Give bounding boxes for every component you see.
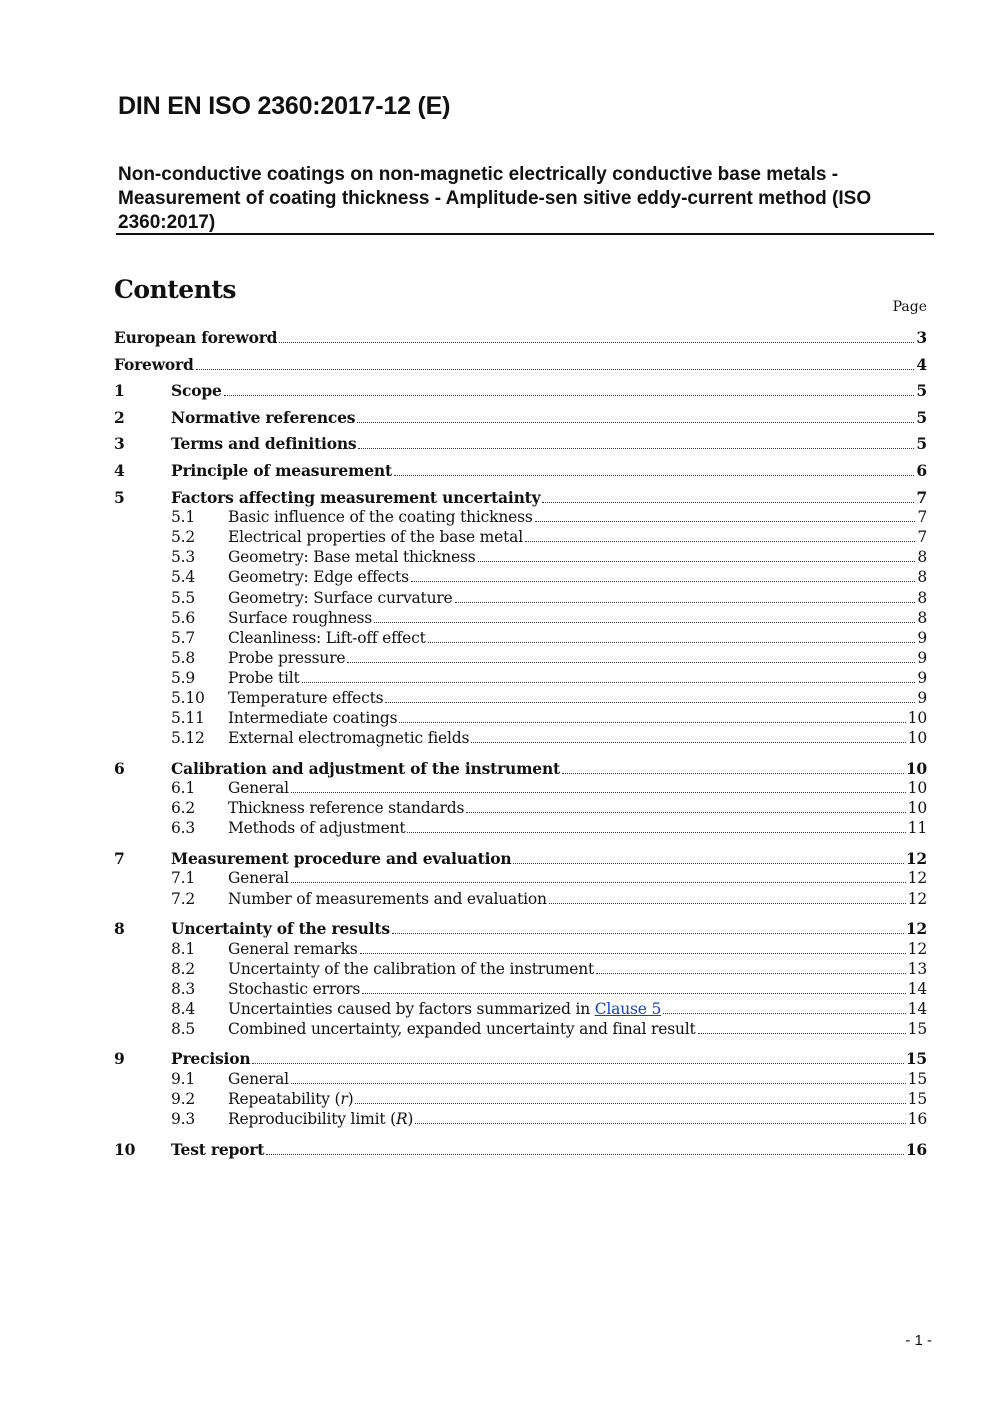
toc-entry[interactable] [114, 709, 927, 731]
toc-entry-page: 7 [917, 528, 927, 547]
toc-entry-page: 16 [907, 1110, 927, 1129]
toc-entry-number: 6.2 [171, 799, 196, 818]
toc-dot-leader [399, 711, 905, 723]
toc-entry-number: 7.1 [171, 869, 196, 888]
toc-entry[interactable] [114, 1090, 927, 1112]
toc-entry-number: 9.3 [171, 1110, 196, 1129]
toc-entry[interactable] [114, 1070, 927, 1092]
toc-dot-leader [471, 731, 905, 743]
toc-entry-page: 16 [905, 1139, 927, 1159]
toc-entry-title: Geometry: Edge effects [228, 568, 409, 587]
toc-dot-leader [663, 1002, 906, 1014]
toc-dot-leader [415, 1112, 905, 1124]
toc-entry[interactable] [114, 759, 927, 781]
toc-entry-title: General [228, 1069, 289, 1088]
toc-dot-leader [224, 384, 915, 396]
toc-entry-title: Test report [171, 1139, 265, 1159]
toc-entry-title: Scope [171, 381, 222, 401]
toc-entry[interactable] [114, 629, 927, 651]
toc-entry-page: 8 [917, 588, 927, 607]
toc-entry[interactable] [114, 408, 927, 430]
toc-entry-page: 15 [907, 1019, 927, 1038]
toc-entry-title: Measurement procedure and evaluation [171, 848, 512, 868]
toc-entry-title: Precision [171, 1049, 251, 1069]
toc-entry[interactable] [114, 609, 927, 631]
toc-entry-page: 8 [917, 568, 927, 587]
toc-dot-leader [596, 962, 906, 974]
toc-dot-leader [513, 852, 903, 864]
toc-entry[interactable] [114, 649, 927, 671]
toc-entry-page: 8 [917, 548, 927, 567]
toc-dot-leader [374, 611, 915, 623]
toc-dot-leader [466, 801, 905, 813]
toc-entry[interactable] [114, 434, 927, 456]
toc-entry[interactable] [114, 1000, 927, 1022]
toc-entry[interactable] [114, 461, 927, 483]
toc-entry[interactable] [114, 1020, 927, 1042]
toc-entry-title: Principle of measurement [171, 461, 392, 480]
toc-entry-title: Geometry: Surface curvature [228, 588, 453, 607]
toc-entry-number: 9 [114, 1049, 125, 1069]
toc-entry-number: 10 [114, 1139, 136, 1159]
toc-entry-page: 7 [917, 508, 927, 527]
toc-dot-leader [698, 1022, 906, 1034]
toc-entry-number: 5.12 [171, 729, 205, 748]
toc-entry-number: 5.8 [171, 648, 196, 667]
toc-dot-leader [291, 1072, 906, 1084]
document-title-line: 2360:2017) [118, 212, 216, 233]
toc-dot-leader [407, 821, 905, 833]
toc-dot-leader [362, 982, 906, 994]
document-title-line: Measurement of coating thickness - Amplitude-sen sitive eddy-current method (ISO [118, 188, 872, 209]
document-title [118, 163, 918, 235]
toc-entry-page: 5 [916, 407, 927, 427]
toc-entry[interactable] [114, 849, 927, 871]
toc-entry-number: 8.2 [171, 959, 196, 978]
toc-entry-title: Number of measurements and evaluation [228, 889, 547, 908]
toc-entry[interactable] [114, 779, 927, 801]
toc-entry-number: 9.1 [171, 1069, 196, 1088]
toc-entry[interactable] [114, 1140, 927, 1162]
contents-heading: Contents [114, 275, 237, 304]
toc-entry[interactable] [114, 328, 927, 350]
toc-dot-leader [392, 922, 904, 934]
toc-entry-title: European foreword [114, 328, 278, 347]
toc-entry[interactable] [114, 689, 927, 711]
toc-entry[interactable] [114, 589, 927, 611]
toc-entry-page: 11 [907, 819, 927, 838]
toc-dot-leader [291, 871, 906, 883]
toc-entry[interactable] [114, 548, 927, 570]
toc-entry[interactable] [114, 890, 927, 912]
toc-entry[interactable] [114, 799, 927, 821]
toc-dot-leader [302, 671, 916, 683]
toc-entry-number: 5.11 [171, 709, 205, 728]
toc-entry-number: 5.10 [171, 689, 205, 707]
toc-dot-leader [549, 892, 906, 904]
toc-entry-number: 1 [114, 381, 125, 401]
toc-entry-number: 5.9 [171, 668, 196, 687]
footer-page-number: - 1 - [905, 1332, 932, 1349]
toc-entry-number: 8.3 [171, 979, 196, 998]
toc-entry-title: Uncertainties caused by factors summarized in Clause 5 [228, 999, 662, 1018]
toc-entry-number: 5.2 [171, 528, 196, 547]
toc-entry-title: Foreword [114, 354, 194, 374]
toc-entry-page: 4 [916, 354, 927, 374]
toc-entry-title: Probe tilt [228, 668, 300, 687]
toc-entry-number: 5.3 [171, 548, 196, 567]
toc-entry-number: 5.7 [171, 628, 196, 647]
toc-entry-page: 15 [905, 1049, 927, 1069]
toc-entry-page: 9 [917, 689, 927, 707]
toc-entry-number: 7.2 [171, 889, 196, 908]
toc-entry-number: 5.1 [171, 508, 196, 527]
toc-entry[interactable] [114, 1049, 927, 1071]
toc-dot-leader [196, 358, 915, 370]
toc-entry-page: 5 [916, 434, 927, 454]
toc-entry-title: Basic influence of the coating thickness [228, 508, 533, 527]
toc-dot-leader [252, 1052, 903, 1064]
toc-entry[interactable] [114, 355, 927, 377]
toc-entry-number: 6.3 [171, 819, 196, 838]
toc-entry-title: Surface roughness [228, 608, 373, 627]
toc-entry[interactable] [114, 729, 927, 751]
toc-dot-leader [385, 691, 915, 703]
toc-dot-leader [358, 437, 914, 449]
toc-entry-number: 8.5 [171, 1019, 196, 1038]
toc-entry-number: 8.1 [171, 939, 196, 958]
toc-entry[interactable] [114, 528, 927, 550]
toc-entry[interactable] [114, 869, 927, 891]
toc-entry[interactable] [114, 488, 927, 510]
toc-entry-page: 12 [907, 889, 927, 908]
toc-entry[interactable] [114, 568, 927, 590]
toc-entry-title: Cleanliness: Lift-off effect [228, 628, 426, 647]
page-column-label: Page [892, 299, 927, 315]
toc-entry-title: Normative references [171, 407, 356, 427]
toc-entry-title: General [228, 869, 289, 888]
toc-dot-leader [291, 781, 906, 793]
toc-entry-number: 2 [114, 407, 125, 427]
toc-entry-page: 5 [916, 381, 927, 401]
toc-entry-number: 5 [114, 487, 125, 507]
toc-dot-leader [535, 510, 916, 522]
toc-entry-page: 13 [907, 959, 927, 978]
toc-entry-title: Reproducibility limit (R) [228, 1110, 414, 1129]
toc-entry-page: 12 [907, 939, 927, 958]
toc-dot-leader [347, 651, 915, 663]
toc-dot-leader [455, 591, 916, 603]
toc-entry-title: Combined uncertainty, expanded uncertainty and final result [228, 1019, 696, 1038]
toc-entry-title: General [228, 779, 289, 798]
toc-entry-title: Terms and definitions [171, 434, 357, 454]
toc-dot-leader [266, 1143, 904, 1155]
toc-dot-leader [394, 464, 914, 476]
toc-entry-page: 6 [916, 461, 927, 480]
toc-entry-number: 4 [114, 461, 125, 480]
toc-entry-page: 15 [907, 1090, 927, 1108]
toc-entry-page: 10 [907, 779, 927, 798]
toc-entry-title: Uncertainty of the results [171, 919, 390, 938]
toc-entry-number: 8 [114, 919, 125, 938]
toc-entry-number: 9.2 [171, 1090, 196, 1108]
toc-entry-title: Thickness reference standards [228, 799, 465, 818]
toc-entry-title: Methods of adjustment [228, 819, 406, 838]
toc-entry-title: External electromagnetic fields [228, 729, 470, 748]
toc-dot-leader [279, 331, 914, 343]
toc-entry[interactable] [114, 1110, 927, 1132]
toc-entry-number: 6 [114, 758, 125, 778]
toc-entry-title: Stochastic errors [228, 979, 361, 998]
toc-entry-page: 10 [907, 729, 927, 748]
toc-entry[interactable] [114, 980, 927, 1002]
toc-entry-title: Uncertainty of the calibration of the instrument [228, 959, 595, 978]
toc-dot-leader [360, 942, 906, 954]
toc-dot-leader [478, 550, 916, 562]
toc-entry-page: 14 [907, 979, 927, 998]
toc-entry-page: 10 [907, 709, 927, 728]
toc-entry-page: 14 [907, 999, 927, 1018]
toc-entry[interactable] [114, 508, 927, 530]
toc-entry-number: 7 [114, 848, 125, 868]
toc-entry-page: 9 [917, 648, 927, 667]
toc-entry-page: 12 [907, 869, 927, 888]
toc-entry-title: Probe pressure [228, 648, 346, 667]
toc-entry[interactable] [114, 669, 927, 691]
toc-entry-title: Electrical properties of the base metal [228, 528, 523, 547]
toc-entry-title: Repeatability (r) [228, 1090, 354, 1108]
toc-entry-page: 7 [916, 487, 927, 507]
title-divider [116, 233, 934, 235]
toc-entry-title: General remarks [228, 939, 358, 958]
toc-entry[interactable] [114, 919, 927, 941]
toc-entry-page: 3 [916, 328, 927, 347]
document-id: DIN EN ISO 2360:2017-12 (E) [118, 92, 451, 120]
toc-entry-title: Factors affecting measurement uncertainty [171, 487, 541, 507]
toc-entry-page: 15 [907, 1069, 927, 1088]
toc-entry-title: Calibration and adjustment of the instrument [171, 758, 560, 778]
toc-entry-number: 5.5 [171, 588, 196, 607]
toc-dot-leader [411, 570, 915, 582]
toc-entry-page: 9 [917, 668, 927, 687]
toc-entry-number: 5.4 [171, 568, 196, 587]
toc-dot-leader [542, 491, 914, 503]
toc-entry-page: 9 [917, 628, 927, 647]
toc-dot-leader [525, 530, 915, 542]
toc-entry-title: Temperature effects [228, 689, 384, 707]
clause-link[interactable]: Clause 5 [594, 999, 662, 1018]
toc-entry[interactable] [114, 819, 927, 841]
toc-entry-title: Geometry: Base metal thickness [228, 548, 476, 567]
toc-entry-number: 6.1 [171, 779, 196, 798]
toc-dot-leader [355, 1092, 905, 1104]
toc-dot-leader [428, 631, 916, 643]
toc-entry-page: 10 [905, 758, 927, 778]
toc-entry-page: 12 [905, 848, 927, 868]
toc-dot-leader [357, 411, 914, 423]
toc-entry-title: Intermediate coatings [228, 709, 398, 728]
document-title-line: Non-conductive coatings on non-magnetic electrically conductive base metals - [118, 164, 839, 185]
toc-entry-page: 12 [905, 919, 927, 938]
toc-entry-number: 5.6 [171, 608, 196, 627]
toc-entry-number: 8.4 [171, 999, 196, 1018]
toc-entry[interactable] [114, 940, 927, 962]
toc-entry[interactable] [114, 960, 927, 982]
toc-dot-leader [562, 762, 904, 774]
toc-entry-page: 10 [907, 799, 927, 818]
toc-entry[interactable] [114, 381, 927, 403]
toc-entry-page: 8 [917, 608, 927, 627]
toc-entry-number: 3 [114, 434, 125, 454]
